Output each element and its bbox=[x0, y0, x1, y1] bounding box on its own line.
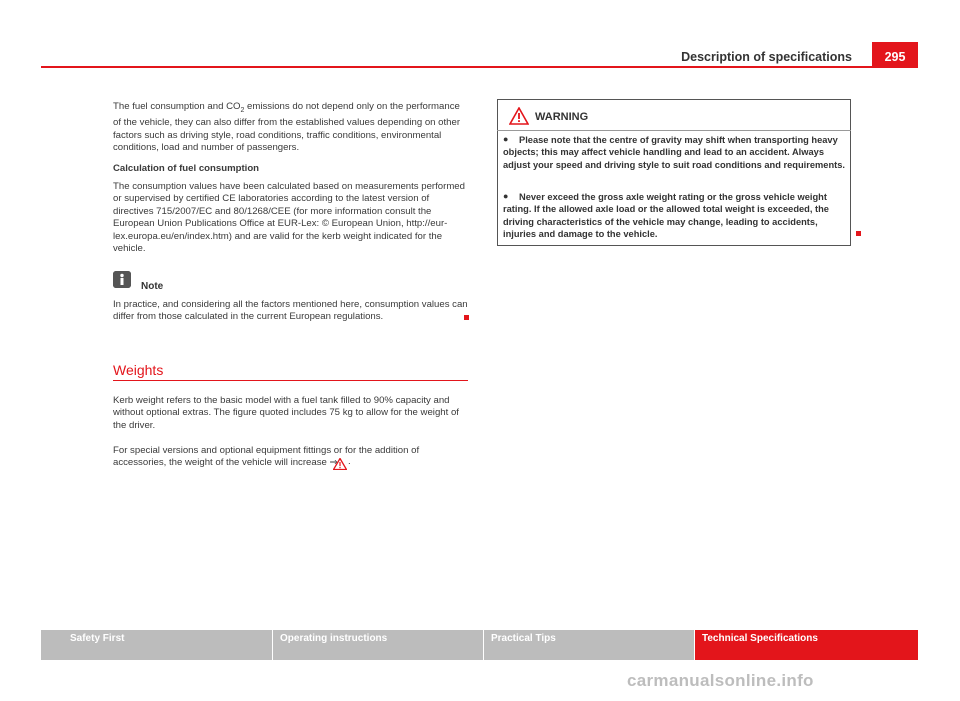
footer-nav bbox=[41, 630, 918, 660]
paragraph-end-period: . bbox=[348, 456, 351, 467]
page-header-title: Description of specifications bbox=[681, 50, 852, 64]
page-number: 295 bbox=[872, 42, 918, 66]
tab-operating-instructions[interactable]: Operating instructions bbox=[273, 630, 484, 660]
tab-safety-first[interactable]: Safety First bbox=[41, 630, 273, 660]
section-heading-weights: Weights bbox=[113, 362, 164, 378]
tab-technical-specifications[interactable]: Technical Specifications bbox=[695, 630, 918, 660]
header-rule bbox=[41, 66, 918, 68]
warning-header-rule bbox=[497, 130, 851, 131]
warning-item: Never exceed the gross axle weight rating or the gross vehicle weight rating. If the allowed axle load or the allowed total weight is exceeded, the driving characteristics of the vehicle may change, leading to accidents, injuries and damage to the vehicle. bbox=[503, 192, 829, 239]
section-end-marker bbox=[856, 231, 861, 236]
paragraph-special-versions: For special versions and optional equipment fittings or for the addition of accessories, the weight of the vehicle will increase ⇒ bbox=[113, 445, 420, 469]
tab-practical-tips[interactable]: Practical Tips bbox=[484, 630, 695, 660]
bullet: ● bbox=[503, 134, 509, 144]
warning-triangle-icon bbox=[509, 107, 529, 125]
paragraph-kerb-weight: Kerb weight refers to the basic model with a fuel tank filled to 90% capacity and without optional extras. The figure quoted includes 75 kg to allow for the weight of the driver. bbox=[113, 395, 459, 431]
note-i-icon bbox=[113, 271, 131, 288]
subheading-calculation: Calculation of fuel consumption bbox=[113, 163, 260, 174]
warning-title: WARNING bbox=[535, 111, 589, 123]
warning-item: Please note that the centre of gravity may shift when transporting heavy objects; this may affect vehicle handling and lead to an accident. Always adjust your speed and driving style to suit road conditions and requirements. bbox=[503, 135, 845, 170]
note-text: In practice, and considering all the factors mentioned here, consumption values can differ from those calculated in the current European regulations. bbox=[113, 299, 468, 323]
bullet: ● bbox=[503, 191, 509, 201]
paragraph-fuel-consumption: The fuel consumption and $CO_2$ emissions do not depend only on the performance of the vehicle, they can also differ from the established values depending on other factors such as driving style, road conditions, traffic conditions, environmental conditions, load and number of passengers. bbox=[113, 101, 461, 154]
section-end-marker bbox=[464, 315, 469, 320]
section-heading-rule bbox=[113, 380, 468, 381]
watermark: carmanualsonline.info bbox=[627, 671, 814, 690]
paragraph-consumption-values: The consumption values have been calculated based on measurements performed or supervised by certified CE laboratories according to the latest version of directives 715/2007/EC and 80/1268/CEE (for more information consult the European Union Publications Office at EUR-Lex: © European Union, http://eur-lex.europa.eu/en/index.htm) and are valid for the kerb weight indicated for the vehicle. bbox=[113, 181, 465, 255]
warning-reference-icon[interactable] bbox=[333, 457, 347, 469]
note-label: Note bbox=[141, 281, 164, 292]
